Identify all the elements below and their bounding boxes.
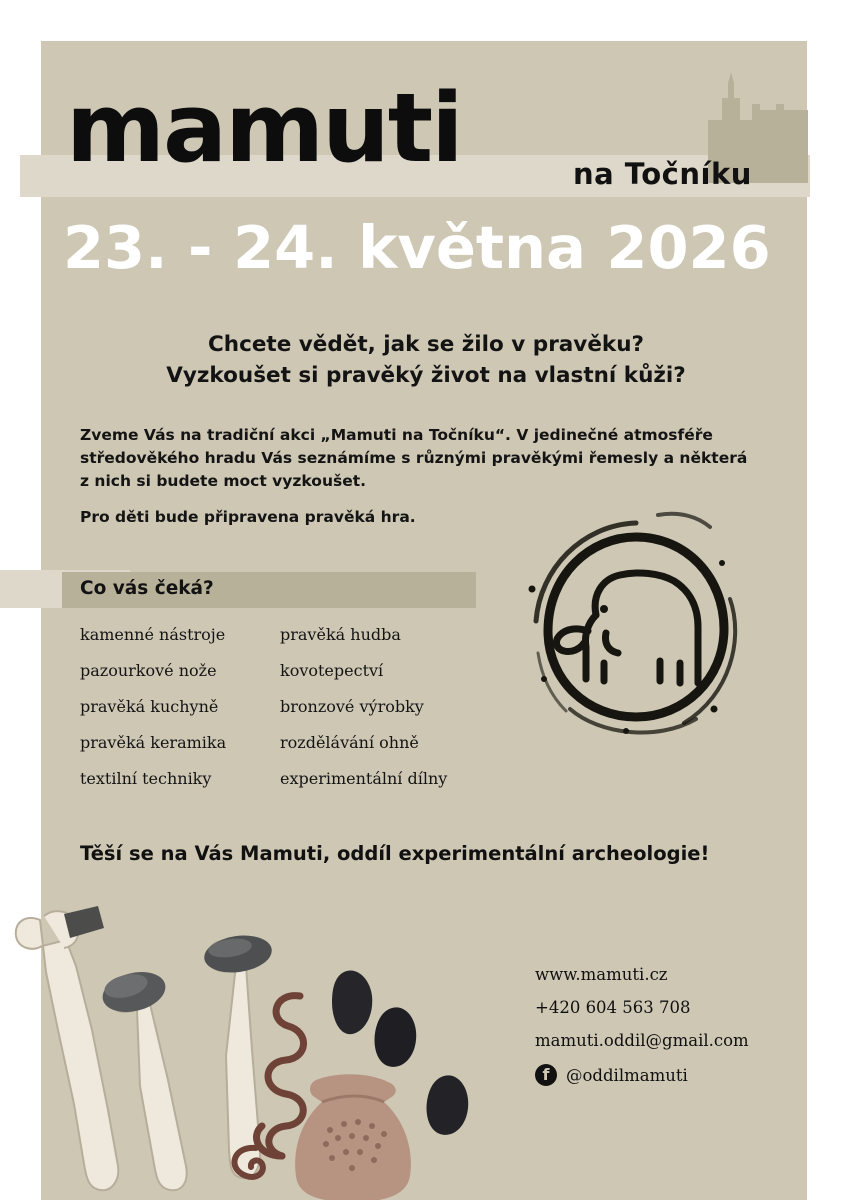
list-item (80, 625, 500, 661)
prehistoric-tools-illustration (0, 880, 520, 1200)
list-item (80, 697, 500, 733)
page-subtitle: na Točníku (573, 157, 752, 191)
activity-left-2: pazourkové nože (80, 661, 217, 680)
activity-left-1: kamenné nástroje (80, 625, 226, 644)
stone-axe-icon (202, 931, 274, 1178)
contact-phone[interactable]: +420 604 563 708 (535, 998, 691, 1017)
activities-list (80, 625, 500, 805)
intro-paragraph: Zveme Vás na tradiční akci „Mamuti na Točníku“. V jedinečné atmosféře středověkého hradu Vás seznámíme s různými pravěkými řemesly a některá z nich si budete moct vyzkoušet. (80, 426, 748, 490)
list-item (80, 661, 500, 697)
lead-questions (136, 330, 716, 391)
contact-block (535, 965, 795, 1100)
closing-line: Těší se na Vás Mamuti, oddíl experimentální archeologie! (80, 842, 710, 865)
contact-email[interactable]: mamuti.oddil@gmail.com (535, 1031, 749, 1050)
lead-line-2: Vyzkoušet si pravěký život na vlastní kůži? (166, 362, 686, 388)
children-game-paragraph: Pro děti bude připravena pravěká hra. (80, 508, 416, 526)
lead-line-1: Chcete vědět, jak se žilo v pravěku? (208, 332, 644, 357)
section-heading: Co vás čeká? (80, 578, 214, 599)
activity-left-4: pravěká keramika (80, 733, 227, 752)
activity-right-3: bronzové výrobky (280, 697, 424, 716)
list-item (80, 733, 500, 769)
bone-tool-icon (16, 906, 119, 1190)
page-title: mamuti (66, 74, 462, 184)
bronze-spiral-icon (256, 996, 303, 1156)
activity-left-3: pravěká kuchyně (80, 697, 219, 716)
event-date: 23. - 24. května 2026 (63, 213, 771, 282)
contact-website[interactable]: www.mamuti.cz (535, 965, 668, 984)
clay-pot-icon (295, 1074, 411, 1200)
contact-facebook-row[interactable] (535, 1064, 795, 1086)
activity-right-4: rozdělávání ohně (280, 733, 419, 752)
activity-right-5: experimentální dílny (280, 769, 448, 788)
mammoth-illustration-icon (508, 503, 758, 753)
list-item (80, 769, 500, 805)
facebook-icon: f (535, 1064, 557, 1086)
activity-left-5: textilní techniky (80, 769, 212, 788)
contact-facebook-handle: @oddilmamuti (566, 1065, 688, 1085)
activity-right-1: pravěká hudba (280, 625, 401, 644)
activity-right-2: kovotepectví (280, 661, 384, 680)
